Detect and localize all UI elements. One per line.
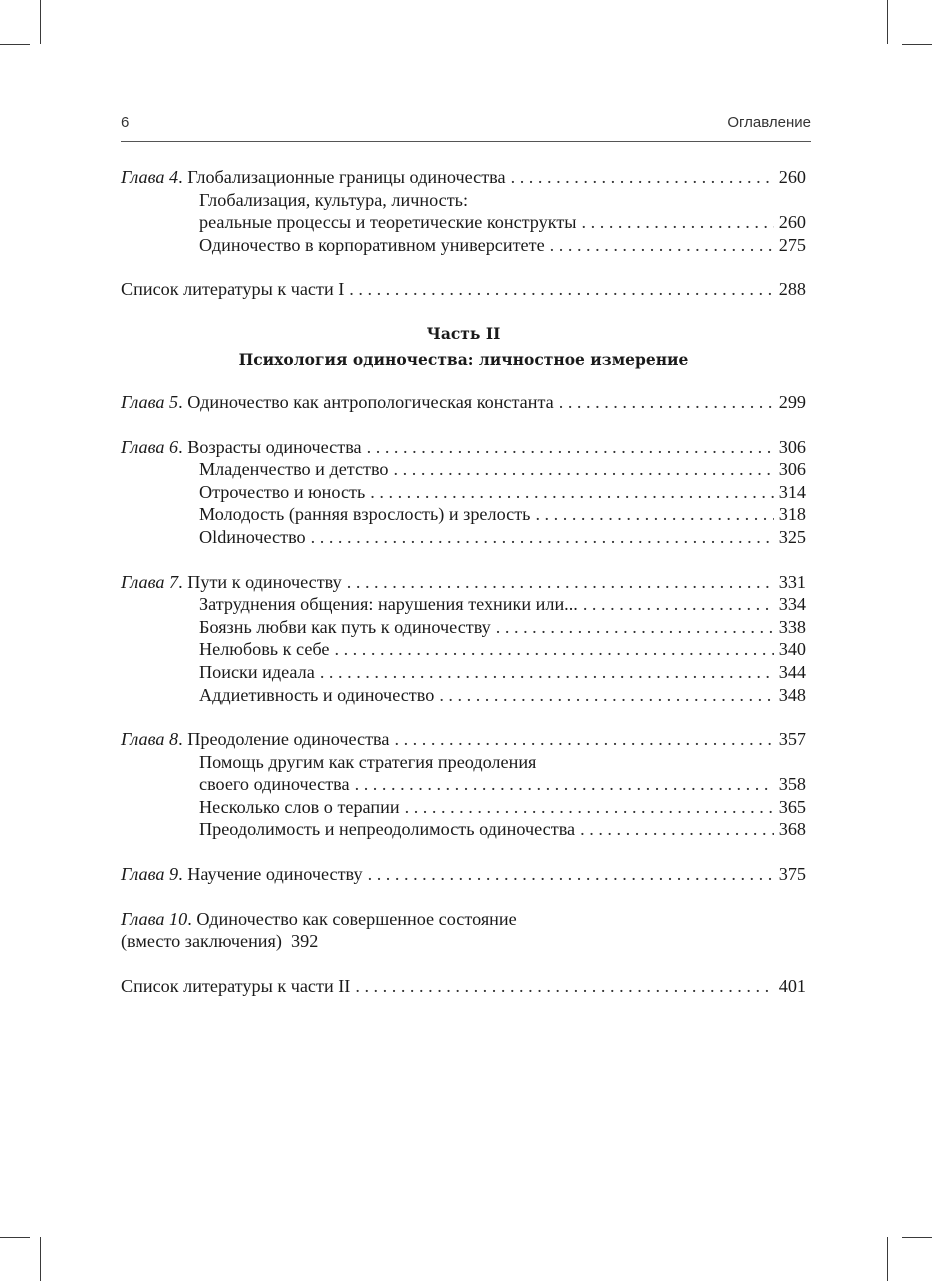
toc-entry-section[interactable] <box>121 818 806 841</box>
chapter-title: . Научение одиночеству <box>178 864 363 885</box>
section-title: Преодолимость и непреодолимость одиночества <box>199 819 576 840</box>
page-ref: 314 <box>778 481 806 502</box>
chapter-label: Глава 9 <box>121 864 179 885</box>
dot-leader <box>355 773 774 796</box>
page-ref: 358 <box>778 774 806 795</box>
dot-leader <box>311 526 774 549</box>
chapter-title: . Глобализационные границы одиночества <box>178 167 506 187</box>
part-2-label: Часть II <box>426 323 501 343</box>
section-title: Боязнь любви как путь к одиночеству <box>199 616 491 637</box>
running-header <box>121 114 811 138</box>
page-ref: 357 <box>778 729 806 750</box>
dot-leader <box>550 234 774 257</box>
toc-entry-section[interactable] <box>121 211 806 234</box>
toc-entry-section[interactable] <box>121 796 806 819</box>
dot-leader <box>370 481 773 504</box>
toc-entry-chapter-8[interactable] <box>121 728 806 751</box>
table-of-contents <box>121 166 806 997</box>
chapter-title: . Возрасты одиночества <box>178 436 362 457</box>
page-ref: 318 <box>778 504 806 525</box>
part-2-subtitle: Психология одиночества: личностное измерение <box>238 349 689 369</box>
section-title: Нелюбовь к себе <box>199 639 330 660</box>
section-title: Несколько слов о терапии <box>199 796 400 817</box>
chapter-label: Глава 8 <box>121 729 179 750</box>
dot-leader <box>583 593 774 616</box>
dot-leader <box>349 278 773 301</box>
section-title: Молодость (ранняя взрослость) и зрелость <box>199 504 531 525</box>
dot-leader <box>394 728 773 751</box>
dot-leader <box>439 684 773 707</box>
chapter-title: . Одиночество как антропологическая константа <box>178 391 554 412</box>
dot-leader <box>535 503 773 526</box>
page-ref: 306 <box>778 436 806 457</box>
toc-entry-section[interactable] <box>121 503 806 526</box>
section-title: своего одиночества <box>199 774 350 795</box>
section-title: Oldиночество <box>199 526 306 547</box>
toc-entry-section[interactable] <box>121 458 806 481</box>
toc-entry-bibliography-part-1[interactable] <box>121 278 806 301</box>
page-ref: 340 <box>778 639 806 660</box>
page-number: 6 <box>121 114 130 131</box>
section-title: реальные процессы и теоретические конструкты <box>199 212 577 233</box>
toc-entry-bibliography-part-2[interactable] <box>121 975 806 998</box>
page-ref: 260 <box>778 212 806 233</box>
chapter-title: . Одиночество как совершенное состояние <box>187 908 517 929</box>
page-ref: 338 <box>778 616 806 637</box>
toc-entry-section[interactable] <box>121 189 806 212</box>
page-ref: 306 <box>778 459 806 480</box>
chapter-title-cont: (вместо заключения) 392 <box>121 931 319 952</box>
toc-entry-section[interactable] <box>121 481 806 504</box>
chapter-title: . Преодоление одиночества <box>178 729 390 750</box>
toc-entry-chapter-10-cont[interactable] <box>121 930 806 953</box>
toc-entry-chapter-10[interactable] <box>121 908 806 931</box>
toc-entry-section[interactable] <box>121 526 806 549</box>
dot-leader <box>367 436 774 459</box>
toc-entry-section[interactable] <box>121 638 806 661</box>
page-ref: 334 <box>778 594 806 615</box>
chapter-label: Глава 6 <box>121 436 179 457</box>
crop-mark-top-right <box>887 0 888 44</box>
chapter-label: Глава 10 <box>121 908 188 929</box>
page-ref: 348 <box>778 684 806 705</box>
dot-leader <box>511 166 774 189</box>
chapter-title: . Пути к одиночеству <box>178 571 342 592</box>
page-ref: 365 <box>778 796 806 817</box>
section-title: Аддиетивность и одиночество <box>199 684 435 705</box>
bibliography-title: Список литературы к части II <box>121 975 351 996</box>
toc-entry-chapter-5[interactable] <box>121 391 806 414</box>
page-ref: 288 <box>778 279 806 300</box>
dot-leader <box>355 975 773 998</box>
toc-entry-section[interactable] <box>121 616 806 639</box>
crop-mark-top-left <box>40 0 41 44</box>
toc-entry-section[interactable] <box>121 773 806 796</box>
section-title: Глобализация, культура, личность: <box>199 189 469 210</box>
chapter-label: Глава 7 <box>121 571 179 592</box>
bibliography-title: Список литературы к части I <box>121 279 345 300</box>
page-ref: 325 <box>778 526 806 547</box>
header-rule <box>121 141 811 142</box>
dot-leader <box>405 796 774 819</box>
section-title: Поиски идеала <box>199 661 315 682</box>
crop-mark-left-top <box>0 44 30 45</box>
dot-leader <box>368 863 774 886</box>
page-ref: 275 <box>778 234 806 255</box>
page-ref: 368 <box>778 819 806 840</box>
toc-entry-chapter-6[interactable] <box>121 436 806 459</box>
section-title: Младенчество и детство <box>199 459 389 480</box>
dot-leader <box>347 571 774 594</box>
crop-mark-bottom-right <box>887 1237 888 1281</box>
toc-entry-section[interactable] <box>121 751 806 774</box>
section-title: Одиночество в корпоративном университете <box>199 234 545 255</box>
page-ref: 401 <box>778 975 806 996</box>
dot-leader <box>496 616 774 639</box>
page-ref: 299 <box>778 391 806 412</box>
toc-entry-section[interactable] <box>121 661 806 684</box>
dot-leader <box>580 818 774 841</box>
toc-entry-section[interactable] <box>121 593 806 616</box>
crop-mark-right-top <box>902 44 932 45</box>
section-title: Затруднения общения: нарушения техники или... <box>199 594 578 615</box>
dot-leader <box>394 458 774 481</box>
crop-mark-right-bottom <box>902 1237 932 1238</box>
toc-entry-chapter-4[interactable] <box>121 166 806 189</box>
running-title: Оглавление <box>727 114 811 131</box>
dot-leader <box>320 661 774 684</box>
section-title: Отрочество и юность <box>199 481 366 502</box>
dot-leader <box>582 211 774 234</box>
page-ref: 260 <box>778 167 806 187</box>
page-ref: 344 <box>778 661 806 682</box>
toc-entry-chapter-9[interactable] <box>121 863 806 886</box>
chapter-label: Глава 4 <box>121 167 179 187</box>
toc-entry-section[interactable] <box>121 684 806 707</box>
page-ref: 331 <box>778 571 806 592</box>
page-ref: 375 <box>778 864 806 885</box>
chapter-label: Глава 5 <box>121 391 179 412</box>
dot-leader <box>334 638 773 661</box>
dot-leader <box>559 391 774 414</box>
toc-entry-section[interactable] <box>121 234 806 257</box>
crop-mark-bottom-left <box>40 1237 41 1281</box>
section-title: Помощь другим как стратегия преодоления <box>199 751 537 772</box>
crop-mark-left-bottom <box>0 1237 30 1238</box>
toc-entry-chapter-7[interactable] <box>121 571 806 594</box>
